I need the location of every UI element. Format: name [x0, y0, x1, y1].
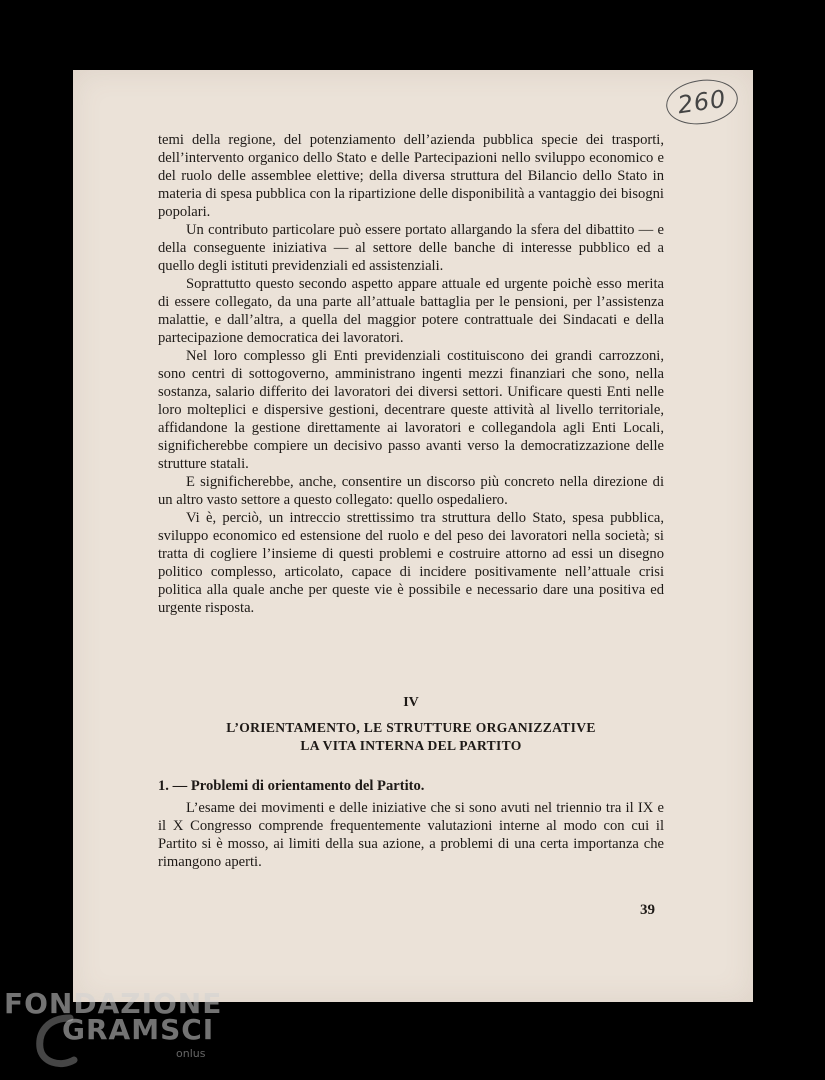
subsection-title: Problemi di orientamento del Partito. — [190, 778, 425, 794]
archive-number-stamp: 260 — [663, 75, 740, 129]
paragraph: temi della regione, del potenziamento dell’azienda pubblica specie dei trasporti, dell’intervento organico dello Stato e delle Partecipazioni nello sviluppo economico e del ruolo delle assemblee elettive; della diversa struttura del Bilancio dello Stato in materia di spesa pubblica con la ripartizione delle disponibilità a vantaggio dei bisogni popolari. — [158, 132, 664, 220]
watermark-line: GRAMSCI — [62, 1013, 215, 1046]
paragraph: Un contributo particolare può essere portato allargando la sfera del dibattito — e della conseguente iniziativa — al settore delle banche di interesse pubblico ed a quello degli istituti previdenziali ed assistenziali. — [158, 222, 664, 274]
body-text-top — [158, 131, 664, 617]
paragraph: L’esame dei movimenti e delle iniziative che si sono avuti nel triennio tra il IX e il X Congresso comprende frequentemente valutazioni interne al modo con cui il Partito si è mosso, ai limiti della sua azione, a problemi di una certa importanza che rimangono aperti. — [158, 800, 664, 870]
paragraph: Soprattutto questo secondo aspetto appare attuale ed urgente poichè esso merita di essere collegato, da una parte all’attuale battaglia per le pensioni, per l’assistenza malattie, e dall’altra, a quella del maggior potere contrattuale dei Sindacati e della partecipazione democratica dei lavoratori. — [158, 276, 664, 346]
section-title — [158, 719, 664, 755]
watermark-line: FONDAZIONE — [4, 987, 223, 1020]
section-number: IV — [403, 695, 419, 710]
section-title-line: LA VITA INTERNA DEL PARTITO — [300, 738, 522, 753]
paragraph: Vi è, perciò, un intreccio strettissimo tra struttura dello Stato, spesa pubblica, sviluppo economico ed estensione del ruolo e del peso dei lavoratori nella società; si tratta di cogliere l’insieme di questi problemi e costruire attorno ad essi un disegno politico complesso, articolato, capace di incidere positivamente nell’attuale crisi politica alla quale anche per queste vie è possibile e necessario dare una positiva ed urgente risposta. — [158, 510, 664, 616]
watermark — [4, 987, 223, 1060]
watermark-line: onlus — [176, 1047, 206, 1060]
paragraph: E significherebbe, anche, consentire un discorso più concreto nella direzione di un altro vasto settore a questo collegato: quello ospedaliero. — [158, 474, 664, 508]
body-text-bottom — [158, 799, 664, 871]
section-title-line: L’ORIENTAMENTO, LE STRUTTURE ORGANIZZATIVE — [226, 720, 596, 735]
subsection-heading — [158, 778, 664, 795]
page-number: 39 — [640, 902, 655, 918]
subsection-number: 1. — — [158, 778, 188, 794]
paragraph: Nel loro complesso gli Enti previdenziali costituiscono dei grandi carrozzoni, sono centri di sottogoverno, amministrano ingenti mezzi finanziari che sono, nella sostanza, salario differito dei lavoratori dei diversi settori. Unificare questi Enti nelle loro molteplici e dispersive gestioni, decentrare queste attività al livello territoriale, affidandone la gestione direttamente ai lavoratori e collegandola agli Enti Locali, significherebbe compiere un decisivo passo avanti verso la democratizzazione delle strutture statali. — [158, 348, 664, 472]
